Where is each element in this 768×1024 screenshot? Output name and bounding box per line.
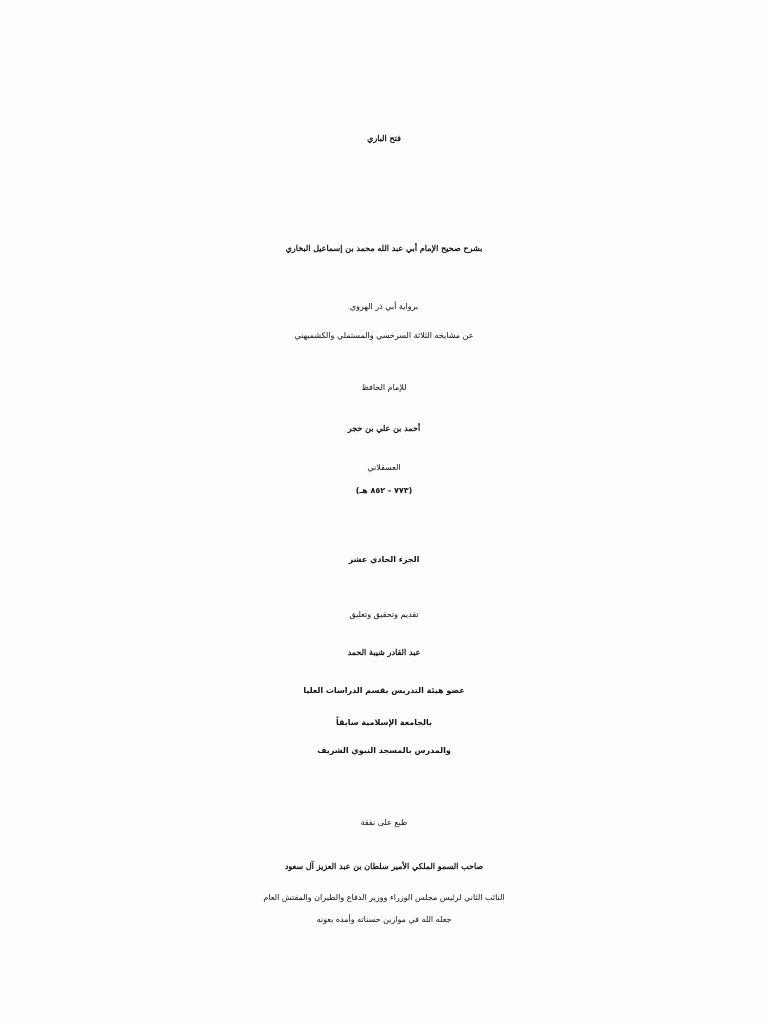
book-subtitle: بشرح صحيح الإمام أبي عبد الله محمد بن إسماعيل البخاري xyxy=(285,243,483,253)
editor-desc-line: والمدرس بالمسجد النبوي الشريف xyxy=(317,746,451,755)
editor-desc-line: عضو هيئة التدريس بقسم الدراسات العليا xyxy=(303,686,465,695)
author-name: أحمد بن علي بن حجر xyxy=(347,423,421,433)
editor-name: عبد القادر شيبة الحمد xyxy=(347,647,421,657)
printed-label: طبع على نفقة xyxy=(360,818,408,827)
patron-name: صاحب السمو الملكي الأمير سلطان بن عبد العزيز آل سعود xyxy=(284,861,484,871)
patron-prayer: جعله الله في موازين حسناته وأمده بعونه xyxy=(316,915,452,924)
imam-label: للإمام الحافظ xyxy=(361,383,407,392)
author-nisba: العسقلاني xyxy=(367,463,401,472)
editing-label: تقديم وتحقيق وتعليق xyxy=(349,610,419,619)
riwaya-line: برواية أبي ذر الهروي xyxy=(349,302,419,311)
volume-label: الجزء الحادي عشر xyxy=(348,555,420,564)
patron-titles: النائب الثاني لرئيس مجلس الوزراء ووزير الدفاع والطيران والمفتش العام xyxy=(263,893,505,902)
editor-desc-line: بالجامعة الإسلامية سابقاً xyxy=(335,718,433,727)
author-dates: (٧٧٣ - ٨٥٢ هـ) xyxy=(355,486,413,495)
mashayikh-line: عن مشايخه الثلاثة السرخسي والمستملي والكشميهني xyxy=(294,331,474,340)
book-title: فتح الباري xyxy=(367,133,401,143)
